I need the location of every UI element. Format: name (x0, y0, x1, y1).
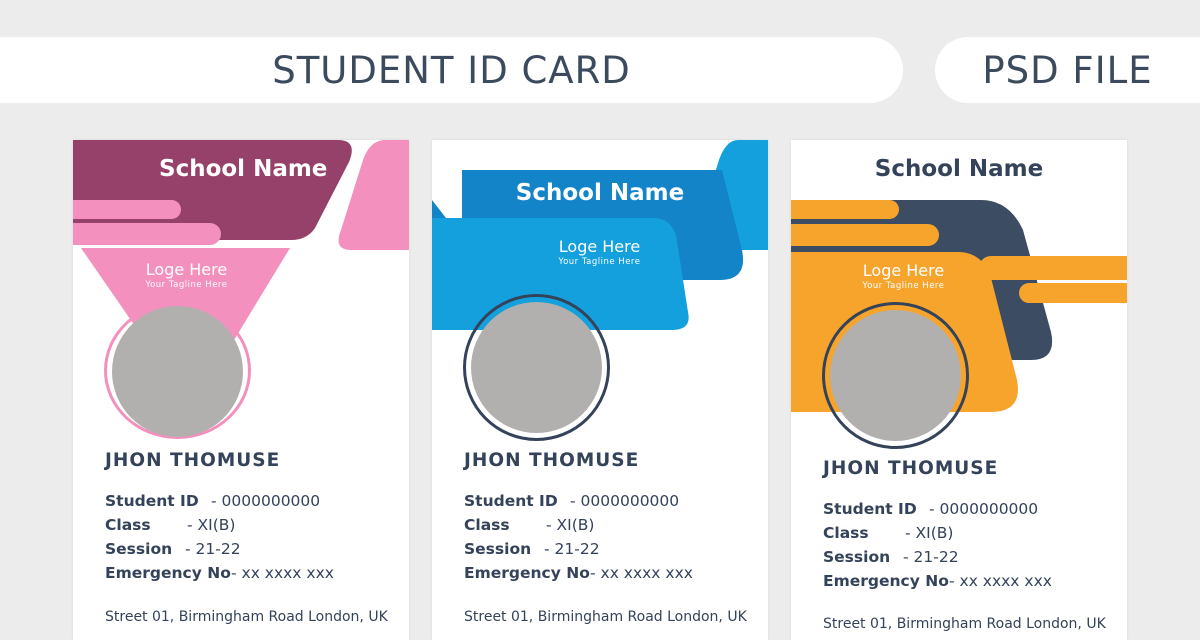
orange-stripe-4 (1019, 283, 1127, 303)
field-label: Student ID (464, 492, 558, 510)
field-value: - 0000000000 (211, 492, 321, 510)
field-emergency (105, 564, 334, 582)
field-label: Session (464, 540, 532, 558)
address: Street 01, Birmingham Road London, UK (464, 609, 747, 625)
logo-text: Loge Here (145, 260, 228, 279)
logo-text: Loge Here (862, 261, 945, 280)
photo-placeholder (471, 302, 602, 433)
field-student-id (105, 492, 321, 510)
school-name: School Name (874, 156, 1044, 182)
field-label: Session (823, 548, 891, 566)
field-label: Emergency No (464, 564, 590, 582)
pink-stripe-1 (73, 200, 181, 219)
field-value: - 21-22 (185, 540, 241, 558)
tagline-text: Your Tagline Here (558, 257, 641, 267)
tagline-text: Your Tagline Here (145, 280, 228, 290)
orange-stripe-2 (791, 224, 939, 246)
field-value: - 0000000000 (570, 492, 680, 510)
field-value: - XI(B) (905, 524, 954, 542)
id-card-pink (73, 140, 409, 640)
field-emergency (464, 564, 693, 582)
page-title: STUDENT ID CARD (272, 48, 631, 92)
tagline-text: Your Tagline Here (862, 281, 945, 291)
field-label: Class (823, 524, 869, 542)
file-type-label: PSD FILE (982, 48, 1153, 92)
address: Street 01, Birmingham Road London, UK (823, 616, 1106, 632)
field-student-id (464, 492, 680, 510)
field-class (823, 524, 954, 542)
file-type-banner (935, 37, 1200, 103)
logo-block (532, 237, 667, 267)
field-label: Class (105, 516, 151, 534)
field-session (464, 540, 600, 558)
field-value: - 21-22 (903, 548, 959, 566)
field-class (464, 516, 595, 534)
field-label: Emergency No (105, 564, 231, 582)
field-session (823, 548, 959, 566)
title-banner (0, 37, 903, 103)
field-class (105, 516, 236, 534)
logo-block (119, 260, 254, 290)
field-emergency (823, 572, 1052, 590)
address: Street 01, Birmingham Road London, UK (105, 609, 388, 625)
school-name: School Name (515, 180, 685, 206)
field-session (105, 540, 241, 558)
photo-placeholder (830, 310, 961, 441)
field-label: Student ID (105, 492, 199, 510)
photo-placeholder (112, 306, 243, 437)
student-name: JHON THOMUSE (823, 458, 999, 479)
orange-stripe-1 (791, 200, 899, 219)
field-value: - xx xxxx xxx (949, 572, 1052, 590)
field-value: - 0000000000 (929, 500, 1039, 518)
field-value: - XI(B) (187, 516, 236, 534)
field-value: - XI(B) (546, 516, 595, 534)
orange-stripe-3 (979, 256, 1127, 280)
field-label: Student ID (823, 500, 917, 518)
logo-block (836, 261, 971, 291)
pink-stripe-2 (73, 223, 221, 245)
field-student-id (823, 500, 1039, 518)
logo-text: Loge Here (558, 237, 641, 256)
id-card-orange (791, 140, 1127, 640)
id-card-blue (432, 140, 768, 640)
field-label: Session (105, 540, 173, 558)
field-value: - 21-22 (544, 540, 600, 558)
field-label: Class (464, 516, 510, 534)
school-name: School Name (159, 156, 328, 182)
field-value: - xx xxxx xxx (590, 564, 693, 582)
field-label: Emergency No (823, 572, 949, 590)
student-name: JHON THOMUSE (464, 450, 640, 471)
student-name: JHON THOMUSE (105, 450, 281, 471)
field-value: - xx xxxx xxx (231, 564, 334, 582)
